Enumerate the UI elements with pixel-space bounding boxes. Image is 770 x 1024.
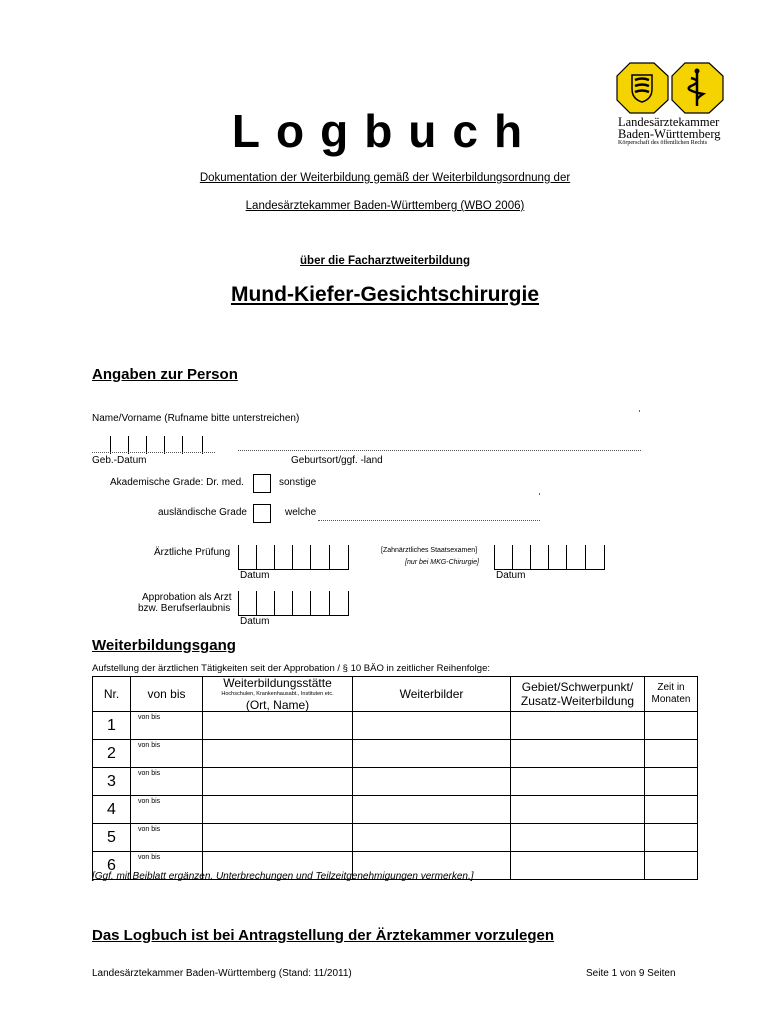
birthplace-field[interactable] [238,450,641,451]
col-weiterbilder-header: Weiterbilder [353,677,511,712]
row-gebiet-cell[interactable] [511,740,645,768]
row-weiterbilder-cell[interactable] [353,740,511,768]
col-staette-title: Weiterbildungsstätte [223,675,332,690]
person-heading: Angaben zur Person [92,366,238,383]
exam-date-field[interactable] [238,545,350,570]
dr-med-checkbox[interactable] [253,474,271,493]
col-gebiet-line2: Zusatz-Weiterbildung [520,694,635,708]
weiterbildung-table [92,676,698,880]
zahn-date-label: Datum [496,570,526,581]
row-staette-cell[interactable] [203,740,353,768]
col-gebiet-header [511,677,645,712]
row-vonbis[interactable]: von bis [131,712,203,740]
row-zeit-cell[interactable] [645,824,698,852]
row-gebiet-cell[interactable] [511,768,645,796]
col-staette-sub: (Ort, Name) [245,697,310,712]
col-zeit-line2: Monaten [651,694,691,705]
row-staette-cell[interactable] [203,796,353,824]
zahn-exam-note: [nur bei MKG-Chirurgie] [405,559,479,566]
row-weiterbilder-cell[interactable] [353,824,511,852]
row-staette-cell[interactable] [203,824,353,852]
row-zeit-cell[interactable] [645,740,698,768]
sonstige-label: sonstige [279,477,317,488]
birthplace-label: Geburtsort/ggf. -land [291,455,383,466]
footer-page-number: Seite 1 von 9 Seiten [586,968,676,979]
row-gebiet-cell[interactable] [511,712,645,740]
row-number: 4 [93,796,131,824]
row-number: 5 [93,824,131,852]
row-weiterbilder-cell[interactable] [353,712,511,740]
row-zeit-cell[interactable] [645,852,698,880]
approbation-date-field[interactable] [238,591,350,616]
welche-field[interactable] [318,520,540,521]
col-staette-header [203,677,353,712]
name-label: Name/Vorname (Rufname bitte unterstreichen) [92,413,300,424]
row-vonbis[interactable]: von bis [131,852,203,880]
weiterbildung-heading: Weiterbildungsgang [92,637,236,654]
row-staette-cell[interactable] [203,768,353,796]
row-staette-cell[interactable] [203,712,353,740]
table-row [93,796,698,824]
footer-left: Landesärztekammer Baden-Württemberg (Stand: 11/2011) [92,968,352,979]
page-title: Logbuch [231,105,539,157]
subtitle-line1: Dokumentation der Weiterbildung gemäß der Weiterbildungsordnung der [199,172,571,184]
zahn-exam-label: [Zahnärztliches Staatsexamen] [381,547,478,554]
col-zeit-line1: Zeit in [657,682,685,693]
sonstige-end-mark [539,493,540,495]
row-vonbis[interactable]: von bis [131,740,203,768]
row-gebiet-cell[interactable] [511,796,645,824]
logo-line2: Baden-Württemberg [618,127,721,141]
subtitle-line2: Landesärztekammer Baden-Württemberg (WBO 2006) [245,200,525,212]
row-number: 1 [93,712,131,740]
row-vonbis[interactable]: von bis [131,768,203,796]
approbation-date-label: Datum [240,616,270,627]
row-zeit-cell[interactable] [645,796,698,824]
name-end-mark [639,410,640,412]
foreign-degree-checkbox[interactable] [253,504,271,523]
col-vonbis-header: von bis [131,677,203,712]
specialty-title: Mund-Kiefer-Gesichtschirurgie [230,283,540,306]
row-gebiet-cell[interactable] [511,852,645,880]
col-gebiet-line1: Gebiet/Schwerpunkt/ [521,680,634,694]
row-number: 2 [93,740,131,768]
table-header-row [93,677,698,712]
col-staette-small: Hochschulen, Krankenhausabt., Instituten etc. [221,690,334,697]
academic-label: Akademische Grade: Dr. med. [110,477,244,488]
bottom-notice: Das Logbuch ist bei Antragstellung der Ärztekammer vorzulegen [92,927,555,944]
col-nr-header: Nr. [93,677,131,712]
approbation-label-1: Approbation als Arzt [142,592,232,603]
exam-label: Ärztliche Prüfung [154,547,231,558]
row-zeit-cell[interactable] [645,768,698,796]
table-row [93,824,698,852]
foreign-degree-label: ausländische Grade [158,507,247,518]
row-weiterbilder-cell[interactable] [353,796,511,824]
zahn-date-field[interactable] [494,545,606,570]
weiterbildung-intro: Aufstellung der ärztlichen Tätigkeiten seit der Approbation / § 10 BÄO in zeitlicher Reihenfolge: [92,663,491,674]
uber-label: über die Facharztweiterbildung [300,255,470,267]
row-zeit-cell[interactable] [645,712,698,740]
row-weiterbilder-cell[interactable] [353,768,511,796]
welche-label: welche [285,507,317,518]
dob-line [92,452,215,453]
table-row [93,712,698,740]
logo-line3: Körperschaft des öffentlichen Rechts [618,140,708,146]
row-gebiet-cell[interactable] [511,824,645,852]
row-number: 3 [93,768,131,796]
approbation-label-2: bzw. Berufserlaubnis [138,603,231,614]
row-number: 6 [93,852,131,880]
table-row [93,768,698,796]
table-row [93,740,698,768]
row-vonbis[interactable]: von bis [131,796,203,824]
col-zeit-header [645,677,698,712]
exam-date-label: Datum [240,570,270,581]
table-note: [Ggf. mit Beiblatt ergänzen. Unterbrechungen und Teilzeitgenehmigungen vermerken.] [92,871,474,882]
dob-label: Geb.-Datum [92,455,147,466]
logo-line1: Landesärztekammer [618,115,720,129]
row-vonbis[interactable]: von bis [131,824,203,852]
